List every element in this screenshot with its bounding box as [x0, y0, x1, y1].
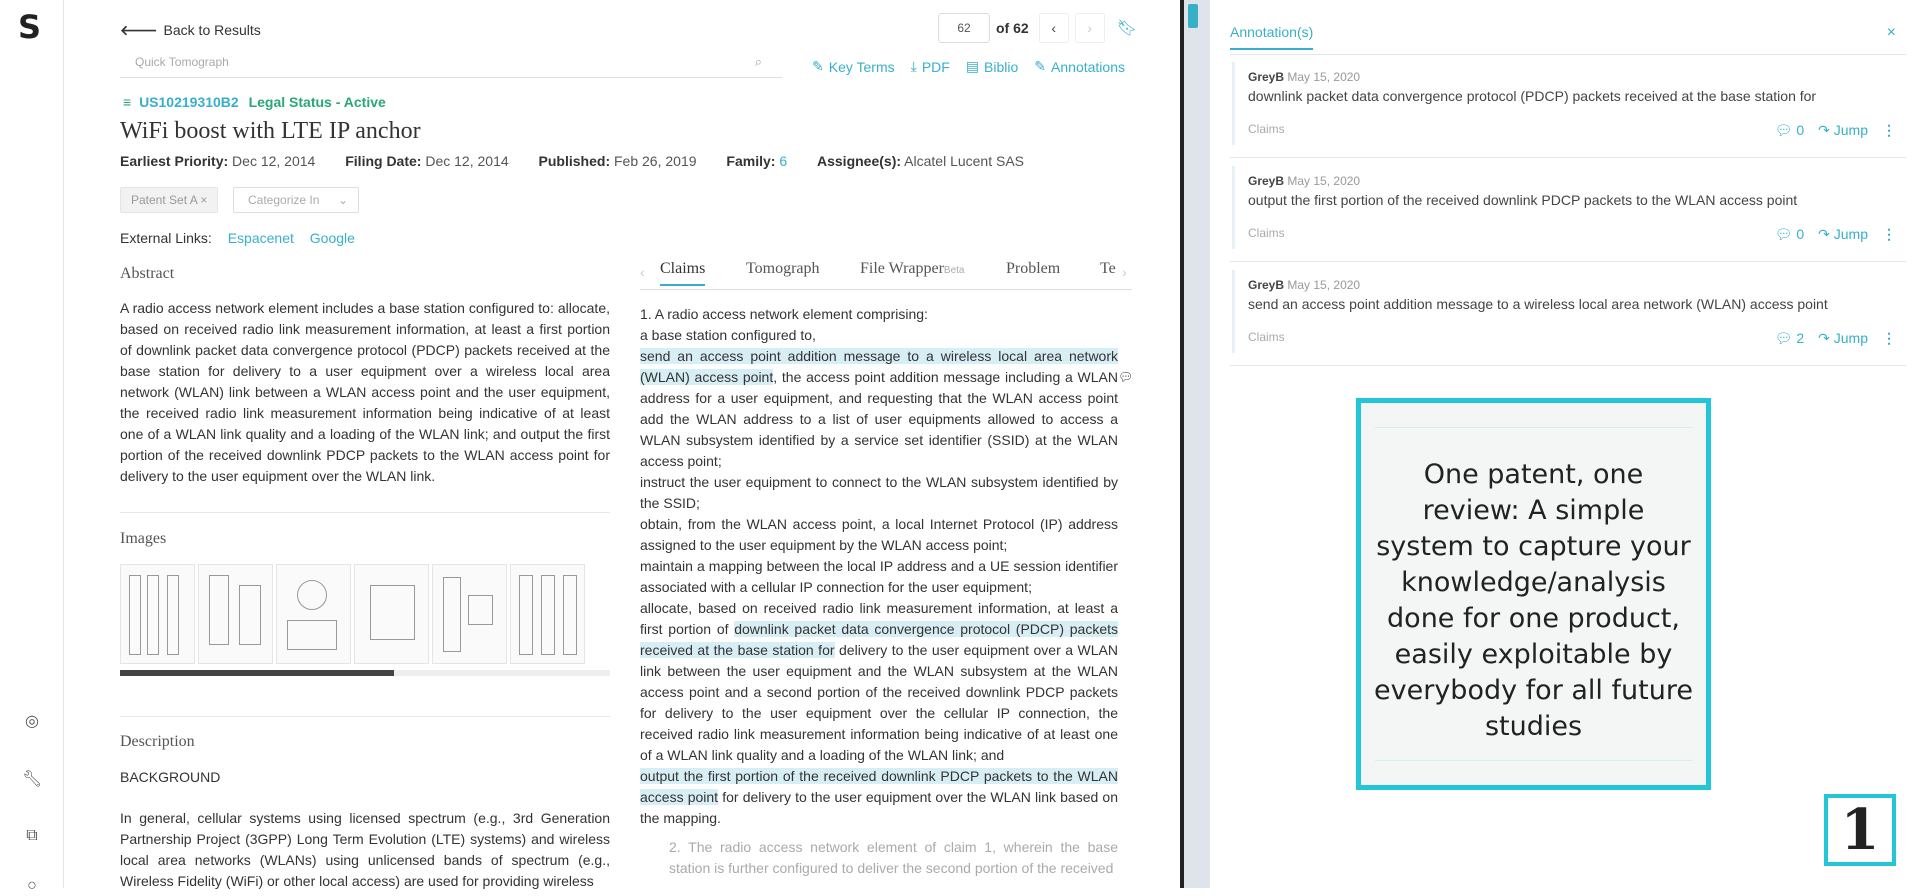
tab-tomograph[interactable]: Tomograph [746, 260, 820, 277]
claim-text: for delivery to the user equipment over the WLAN link based on the mapping. [640, 789, 1118, 826]
user-icon[interactable]: ○ [27, 877, 37, 894]
page-total: of 62 [996, 20, 1029, 36]
claim-line [640, 766, 1118, 829]
claim-line [640, 598, 1118, 766]
claim-text: allocate, based on received radio link measurement information, at least a first portion of [640, 600, 1118, 637]
published-value: Feb 26, 2019 [614, 153, 697, 169]
promo-rule [1375, 760, 1692, 761]
claim-line: a base station configured to, [640, 327, 816, 343]
patent-figure-thumbnail[interactable] [354, 564, 429, 664]
key-terms-label: Key Terms [828, 58, 895, 75]
biblio-label: Biblio [984, 58, 1019, 75]
claim-text: delivery to the user equipment over a WLAN link between the user equipment and the WLAN subsystem at the WLAN access point and a second portion of the received downlink PDCP packets for delivery to the user equipment over the cellular IP connection, the received radio link measurement information being indicative of at least one of a WLAN link quality and a loading of the WLAN link; and [640, 642, 1118, 763]
description-text: In general, cellular systems using licensed spectrum (e.g., 3rd Generation Partnership Project (3GPP) Long Term Evolution (LTE) systems) and wireless local area networks (WLANs) using unlicensed bands of spectrum (e.g., Wireless Fidelity (WiFi) or other local access) are used for providing wireless [120, 810, 610, 889]
tab-file-wrapper[interactable] [860, 260, 965, 278]
tabs-scroll-left-icon[interactable]: ‹ [640, 264, 645, 280]
annotation-card[interactable] [1230, 56, 1906, 158]
jump-arrow-icon: ↷ [1818, 122, 1830, 138]
arrow-left-icon: 🡐 [120, 22, 158, 38]
pen-icon: ✎ [1034, 58, 1047, 74]
left-rail [0, 0, 64, 894]
annotation-source: Claims [1248, 122, 1285, 136]
comments-button[interactable] [1775, 330, 1804, 347]
chevron-right-icon: › [1087, 20, 1093, 36]
search-icon[interactable]: ⌕ [754, 54, 762, 69]
scrollbar-thumb[interactable] [120, 670, 394, 676]
annotation-date: May 15, 2020 [1287, 70, 1361, 84]
annotation-accent-bar [1232, 62, 1235, 145]
filing-date-label: Filing Date: [345, 153, 422, 169]
images-heading: Images [120, 530, 167, 547]
annotation-text: output the first portion of the received downlink PDCP packets to the WLAN access point [1248, 192, 1798, 208]
jump-button[interactable] [1818, 330, 1868, 347]
abstract-heading: Abstract [120, 265, 175, 282]
annotation-card[interactable] [1230, 264, 1906, 366]
biblio-button[interactable] [966, 58, 1018, 75]
panel-splitter[interactable] [1180, 0, 1210, 888]
description-subheading: BACKGROUND [120, 769, 221, 785]
claim-line: maintain a mapping between the local IP address and a UE session identifier associated with a cellular IP connection for the user equipment; [640, 558, 1118, 595]
annotation-actions [1775, 226, 1896, 243]
more-options-icon[interactable]: ⋮ [1882, 226, 1896, 242]
chevron-left-icon: ‹ [1051, 20, 1057, 36]
comments-button[interactable] [1775, 122, 1804, 139]
jump-label: Jump [1833, 330, 1868, 346]
claim-line: 1. A radio access network element comprising: [640, 306, 928, 322]
annotation-user: GreyB [1248, 278, 1285, 292]
back-to-results-link[interactable] [120, 22, 261, 39]
promo-overlay [1356, 398, 1711, 790]
published-label: Published: [538, 153, 611, 169]
chevron-down-icon: ⌄ [337, 193, 348, 207]
annotations-label: Annotations [1051, 58, 1125, 75]
menu-icon[interactable]: ≡ [123, 94, 132, 110]
patent-figure-thumbnail[interactable] [510, 564, 585, 664]
claims-text [640, 304, 1118, 879]
image-strip[interactable] [120, 564, 610, 670]
jump-arrow-icon: ↷ [1818, 226, 1830, 242]
annotation-text: downlink packet data convergence protocol (PDCP) packets received at the base station for [1248, 88, 1817, 104]
back-label: Back to Results [163, 22, 261, 38]
annotation-author [1248, 70, 1360, 84]
jump-label: Jump [1833, 226, 1868, 242]
annotation-author [1248, 174, 1360, 188]
legal-status: Legal Status - Active [248, 94, 386, 110]
annotation-date: May 15, 2020 [1287, 278, 1361, 292]
patent-set-label: Patent Set A [131, 193, 198, 207]
external-links-label: External Links: [120, 230, 212, 246]
image-strip-scrollbar[interactable] [120, 670, 610, 676]
key-terms-button[interactable] [812, 58, 895, 75]
jump-button[interactable] [1818, 226, 1868, 243]
filing-date-value: Dec 12, 2014 [425, 153, 509, 169]
annotation-user: GreyB [1248, 70, 1285, 84]
annotation-accent-bar [1232, 270, 1235, 353]
more-options-icon[interactable]: ⋮ [1882, 122, 1896, 138]
assignee-label: Assignee(s): [817, 153, 902, 169]
categorize-in-select[interactable] [233, 187, 359, 213]
close-icon[interactable]: × [1886, 24, 1896, 41]
patent-figure-thumbnail[interactable] [276, 564, 351, 664]
app-logo[interactable]: S [18, 8, 42, 46]
comment-count: 0 [1796, 226, 1805, 242]
divider [120, 512, 610, 513]
earliest-priority-value: Dec 12, 2014 [232, 153, 316, 169]
bookmark-icon[interactable]: 🔖︎ [1116, 20, 1137, 37]
patent-status-line [123, 94, 386, 110]
tab-file-wrapper-label: File Wrapper [860, 260, 944, 277]
family-label: Family: [726, 153, 776, 169]
abstract-text: A radio access network element includes a base station configured to: allocate, based on received radio link measurement information, at least a first portion of downlink packet data convergence protocol (PDCP) packets received at the base station for delivery to a user equipment over a wireless local area network (WLAN) link between a WLAN access point and the user equipment, the received radio link measurement information being indicative of at least one of a WLAN link quality and a loading of the WLAN link; and output the first portion of the received downlink PDCP packets to the WLAN access point for delivery to the user equipment over the WLAN link. [120, 300, 610, 484]
jump-label: Jump [1833, 122, 1868, 138]
jump-arrow-icon: ↷ [1818, 330, 1830, 346]
patent-meta [120, 153, 1050, 169]
claim-line: instruct the user equipment to connect to the WLAN subsystem identified by the SSID; [640, 474, 1118, 511]
jump-button[interactable] [1818, 122, 1868, 139]
more-options-icon[interactable]: ⋮ [1882, 330, 1896, 346]
patent-figure-thumbnail[interactable] [198, 564, 273, 664]
document-icon: ▤ [965, 58, 980, 74]
divider [1230, 54, 1906, 55]
annotation-user: GreyB [1248, 174, 1285, 188]
comment-count: 0 [1796, 122, 1805, 138]
divider [120, 716, 610, 717]
claim-highlight[interactable]: downlink packet data convergence protocol (PDCP) packets received at the base station for [640, 621, 1119, 658]
comment-icon: 💬︎ [1774, 226, 1793, 242]
comments-button[interactable] [1775, 226, 1804, 243]
categorize-placeholder: Categorize In [248, 193, 320, 207]
lifebuoy-icon[interactable]: ◎ [25, 713, 39, 730]
tab-truncated[interactable]: Te [1100, 260, 1116, 277]
annotation-actions [1775, 122, 1896, 139]
patent-figure-thumbnail[interactable] [432, 564, 507, 664]
comment-count: 2 [1796, 330, 1805, 346]
tab-claims[interactable]: Claims [660, 260, 705, 286]
claim-highlight[interactable]: send an access point addition message to a wireless local area network (WLAN) access point [640, 348, 1118, 385]
annotation-actions [1775, 330, 1896, 347]
claim-2-text: 2. The radio access network element of claim 1, wherein the base station is further configured to deliver the second portion of the received [669, 839, 1118, 876]
claim-line [640, 346, 1118, 472]
external-links [120, 230, 355, 246]
result-pager [938, 13, 1137, 43]
promo-text: One patent, one review: A simple system to capture your knowledge/analysis done for one product, easily exploitable by everybody for all future studies [1374, 459, 1693, 742]
comment-icon: 💬︎ [1774, 330, 1793, 346]
search-input[interactable]: Quick Tomograph [135, 55, 229, 69]
tabs-scroll-right-icon[interactable]: › [1122, 264, 1127, 280]
assignee-value: Alcatel Lucent SAS [904, 153, 1025, 169]
wrench-icon[interactable]: 🔧︎ [22, 771, 43, 788]
annotation-source: Claims [1248, 330, 1285, 344]
google-link[interactable]: Google [309, 230, 355, 246]
annotation-author [1248, 278, 1360, 292]
description-heading: Description [120, 733, 195, 750]
annotation-source: Claims [1248, 226, 1285, 240]
claim-text: , the access point addition message including a WLAN address for a user equipment, and requesting that the WLAN access point add the WLAN address to a list of user equipments allowed to access a WLAN subsystem identified by a service set identifier (SSID) at the WLAN access point; [640, 369, 1119, 469]
tab-problem[interactable]: Problem [1006, 260, 1061, 277]
pdf-button[interactable] [911, 58, 950, 75]
close-icon[interactable]: × [200, 193, 208, 207]
family-link[interactable]: 6 [779, 153, 788, 169]
export-icon[interactable]: ⧉ [26, 827, 38, 844]
comment-icon[interactable]: 💬︎ [1118, 370, 1134, 384]
annotation-card[interactable] [1230, 160, 1906, 262]
patent-figure-thumbnail[interactable] [120, 564, 195, 664]
annotations-button[interactable] [1034, 58, 1125, 75]
annotation-date: May 15, 2020 [1287, 174, 1361, 188]
splitter-handle[interactable] [1188, 4, 1198, 28]
pencil-icon: ✎ [812, 58, 824, 74]
claim-line: obtain, from the WLAN access point, a local Internet Protocol (IP) address assigned to the user equipment by the WLAN access point; [640, 516, 1118, 553]
step-number-badge: 1 [1824, 794, 1896, 866]
content-tabs [640, 258, 1132, 290]
claim-highlight[interactable]: output the first portion of the received downlink PDCP packets to the WLAN access point [640, 768, 1118, 805]
pdf-label: PDF [921, 58, 950, 75]
earliest-priority-label: Earliest Priority: [120, 153, 229, 169]
annotation-text: send an access point addition message to a wireless local area network (WLAN) access point [1248, 296, 1828, 312]
next-result-button[interactable] [1075, 13, 1105, 43]
beta-badge: Beta [943, 265, 965, 276]
patent-set-chip[interactable] [120, 187, 218, 213]
espacenet-link[interactable]: Espacenet [227, 230, 294, 246]
document-toolbar [812, 58, 1125, 75]
page-number-input[interactable]: 62 [938, 13, 990, 43]
quick-tomograph-search[interactable] [120, 52, 782, 78]
patent-number[interactable]: US10219310B2 [139, 94, 239, 110]
patent-title: WiFi boost with LTE IP anchor [120, 118, 421, 144]
annotation-accent-bar [1232, 166, 1235, 249]
promo-rule [1375, 427, 1692, 428]
previous-result-button[interactable] [1039, 13, 1069, 43]
download-icon: ⤓ [910, 58, 917, 74]
comment-icon: 💬︎ [1774, 122, 1793, 138]
annotations-tab[interactable]: Annotation(s) [1230, 24, 1313, 50]
